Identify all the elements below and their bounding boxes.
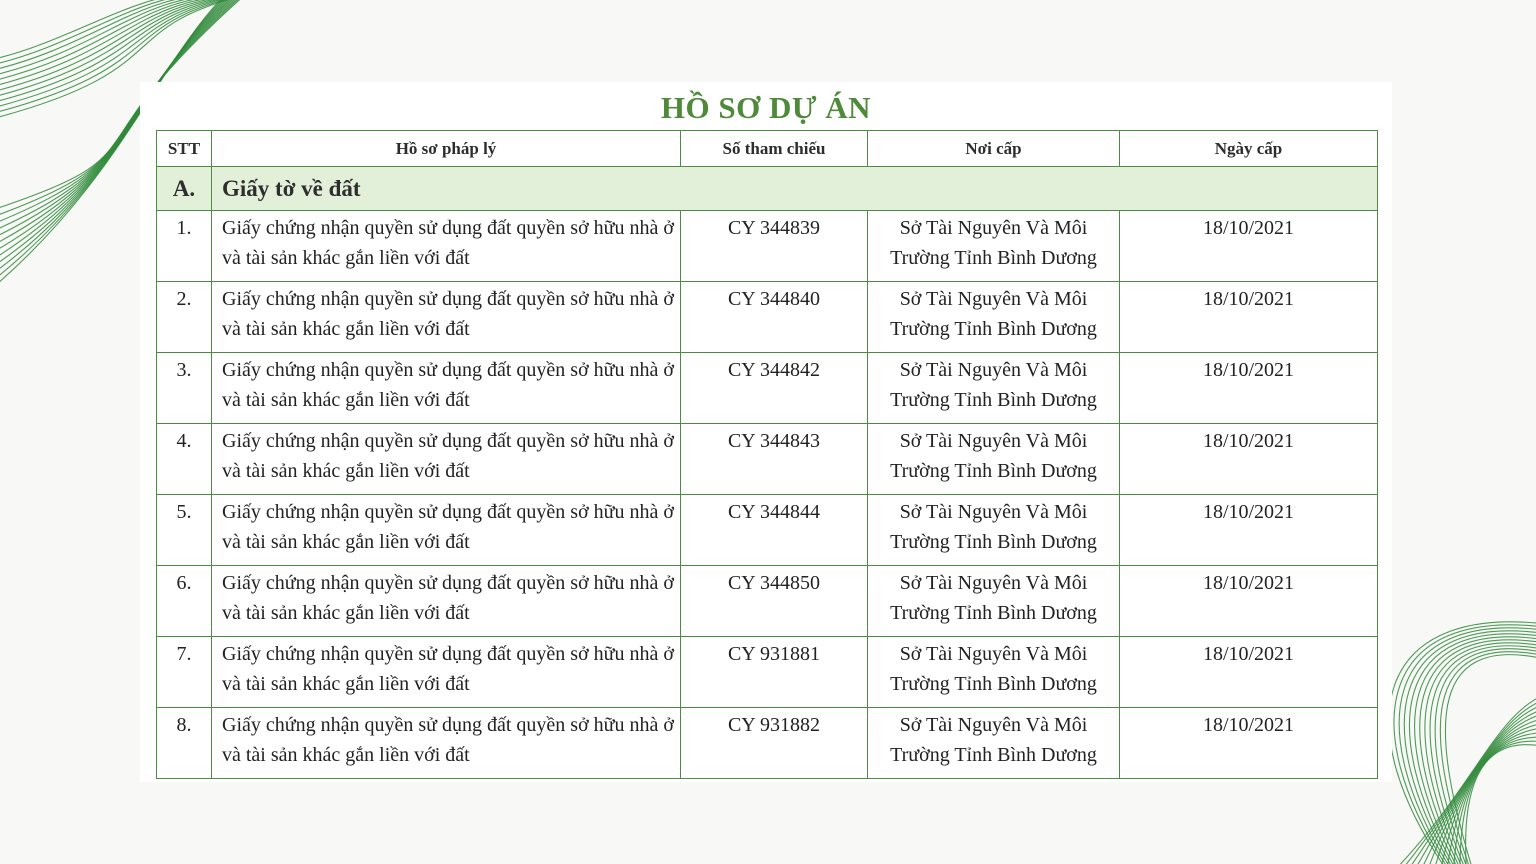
row-document-name: Giấy chứng nhận quyền sử dụng đất quyền sở hữu nhà ở và tài sản khác gắn liền với đất xyxy=(212,282,681,353)
table-row xyxy=(157,282,1378,353)
row-stt: 5. xyxy=(157,495,212,566)
row-stt: 6. xyxy=(157,566,212,637)
row-issue-date: 18/10/2021 xyxy=(1120,495,1378,566)
row-stt: 8. xyxy=(157,708,212,779)
table-row xyxy=(157,353,1378,424)
row-document-name: Giấy chứng nhận quyền sử dụng đất quyền sở hữu nhà ở và tài sản khác gắn liền với đất xyxy=(212,566,681,637)
row-issue-date: 18/10/2021 xyxy=(1120,211,1378,282)
row-document-name: Giấy chứng nhận quyền sử dụng đất quyền sở hữu nhà ở và tài sản khác gắn liền với đất xyxy=(212,708,681,779)
table-row xyxy=(157,211,1378,282)
row-document-name: Giấy chứng nhận quyền sử dụng đất quyền sở hữu nhà ở và tài sản khác gắn liền với đất xyxy=(212,424,681,495)
row-reference-number: CY 344840 xyxy=(681,282,868,353)
section-label: Giấy tờ về đất xyxy=(212,167,1378,211)
header-reference-number: Số tham chiếu xyxy=(681,131,868,167)
row-issue-date: 18/10/2021 xyxy=(1120,282,1378,353)
row-issuer: Sở Tài Nguyên Và Môi Trường Tỉnh Bình Dương xyxy=(868,495,1120,566)
row-reference-number: CY 344850 xyxy=(681,566,868,637)
row-issuer: Sở Tài Nguyên Và Môi Trường Tỉnh Bình Dương xyxy=(868,566,1120,637)
row-stt: 3. xyxy=(157,353,212,424)
row-document-name: Giấy chứng nhận quyền sử dụng đất quyền sở hữu nhà ở và tài sản khác gắn liền với đất xyxy=(212,637,681,708)
row-reference-number: CY 931881 xyxy=(681,637,868,708)
row-issuer: Sở Tài Nguyên Và Môi Trường Tỉnh Bình Dương xyxy=(868,211,1120,282)
row-issue-date: 18/10/2021 xyxy=(1120,353,1378,424)
row-document-name: Giấy chứng nhận quyền sử dụng đất quyền sở hữu nhà ở và tài sản khác gắn liền với đất xyxy=(212,211,681,282)
table-row xyxy=(157,424,1378,495)
row-issue-date: 18/10/2021 xyxy=(1120,424,1378,495)
row-stt: 4. xyxy=(157,424,212,495)
row-reference-number: CY 344842 xyxy=(681,353,868,424)
table-row xyxy=(157,637,1378,708)
row-stt: 7. xyxy=(157,637,212,708)
row-issuer: Sở Tài Nguyên Và Môi Trường Tỉnh Bình Dương xyxy=(868,353,1120,424)
row-reference-number: CY 344843 xyxy=(681,424,868,495)
section-row xyxy=(157,167,1378,211)
row-issue-date: 18/10/2021 xyxy=(1120,708,1378,779)
table-header-row xyxy=(157,131,1378,167)
row-document-name: Giấy chứng nhận quyền sử dụng đất quyền sở hữu nhà ở và tài sản khác gắn liền với đất xyxy=(212,353,681,424)
document-title: HỒ SƠ DỰ ÁN xyxy=(660,90,872,125)
section-number: A. xyxy=(157,167,212,211)
row-reference-number: CY 931882 xyxy=(681,708,868,779)
row-issuer: Sở Tài Nguyên Và Môi Trường Tỉnh Bình Dương xyxy=(868,282,1120,353)
row-issuer: Sở Tài Nguyên Và Môi Trường Tỉnh Bình Dương xyxy=(868,708,1120,779)
row-stt: 2. xyxy=(157,282,212,353)
row-issuer: Sở Tài Nguyên Và Môi Trường Tỉnh Bình Dương xyxy=(868,637,1120,708)
table-row xyxy=(157,566,1378,637)
row-issue-date: 18/10/2021 xyxy=(1120,566,1378,637)
row-stt: 1. xyxy=(157,211,212,282)
row-issuer: Sở Tài Nguyên Và Môi Trường Tỉnh Bình Dương xyxy=(868,424,1120,495)
row-issue-date: 18/10/2021 xyxy=(1120,637,1378,708)
header-stt: STT xyxy=(157,131,212,167)
document-panel xyxy=(140,82,1392,782)
header-legal-document: Hồ sơ pháp lý xyxy=(212,131,681,167)
row-reference-number: CY 344839 xyxy=(681,211,868,282)
table-row xyxy=(157,495,1378,566)
row-reference-number: CY 344844 xyxy=(681,495,868,566)
legal-documents-table xyxy=(156,130,1378,779)
row-document-name: Giấy chứng nhận quyền sử dụng đất quyền sở hữu nhà ở và tài sản khác gắn liền với đất xyxy=(212,495,681,566)
header-issuer: Nơi cấp xyxy=(868,131,1120,167)
table-row xyxy=(157,708,1378,779)
header-issue-date: Ngày cấp xyxy=(1120,131,1378,167)
